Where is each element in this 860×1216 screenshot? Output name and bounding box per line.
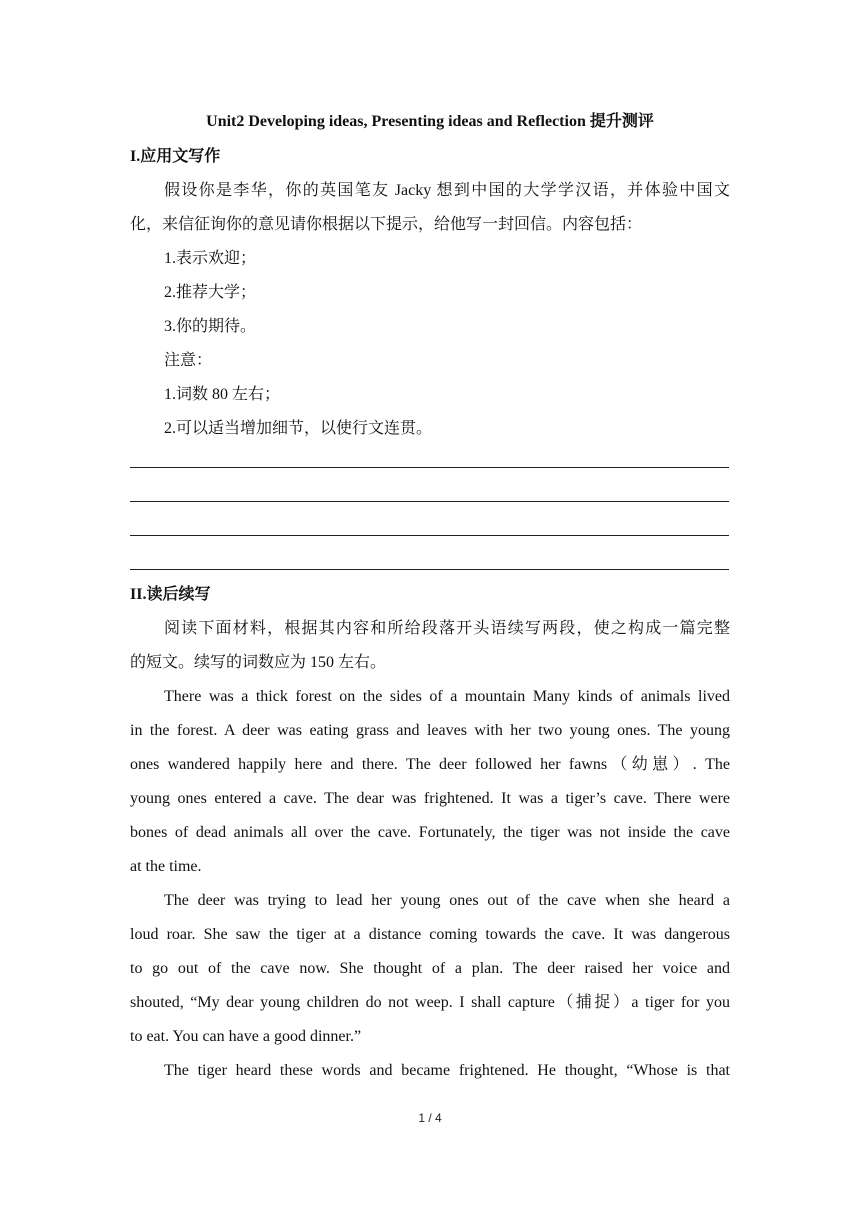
section-1-item-3: 3.你的期待。 xyxy=(164,318,257,335)
story-paragraph-2-line: shouted, “My dear young children do not weep. I shall capture（捕捉）a tiger for you xyxy=(130,994,730,1011)
section-2-heading: II.读后续写 xyxy=(130,586,211,603)
story-paragraph-1-line: There was a thick forest on the sides of a mountain Many kinds of animals lived xyxy=(164,688,730,705)
story-paragraph-3-line: The tiger heard these words and became frightened. He thought, “Whose is that xyxy=(164,1062,730,1079)
story-paragraph-2-line: to eat. You can have a good dinner.” xyxy=(130,1028,362,1045)
answer-line[interactable] xyxy=(130,569,729,570)
answer-line[interactable] xyxy=(130,501,729,502)
story-paragraph-1-line: in the forest. A deer was eating grass and leaves with her two young ones. The young xyxy=(130,722,730,739)
section-1-prompt-line-1: 假设你是李华，你的英国笔友 Jacky 想到中国的大学学汉语，并体验中国文 xyxy=(164,182,730,199)
story-paragraph-2-line: loud roar. She saw the tiger at a distance coming towards the cave. It was dangerous xyxy=(130,926,730,943)
section-2-instruction-line-1: 阅读下面材料，根据其内容和所给段落开头语续写两段，使之构成一篇完整 xyxy=(164,620,730,637)
page-number: 1 / 4 xyxy=(418,1111,442,1125)
answer-line[interactable] xyxy=(130,535,729,536)
story-paragraph-2-line: to go out of the cave now. She thought of a plan. The deer raised her voice and xyxy=(130,960,730,977)
story-paragraph-1-line: at the time. xyxy=(130,858,202,875)
story-paragraph-1-line: bones of dead animals all over the cave. Fortunately, the tiger was not inside the cave xyxy=(130,824,730,841)
section-1-item-2: 2.推荐大学； xyxy=(164,284,257,301)
section-2-instruction-line-2: 的短文。续写的词数应为 150 左右。 xyxy=(130,654,387,671)
section-1-item-1: 1.表示欢迎； xyxy=(164,250,257,267)
answer-line[interactable] xyxy=(130,467,729,468)
story-paragraph-1-line: ones wandered happily here and there. The deer followed her fawns（幼崽）. The xyxy=(130,756,730,773)
story-paragraph-1-line: young ones entered a cave. The dear was frightened. It was a tiger’s cave. There were xyxy=(130,790,730,807)
section-1-note-1: 1.词数 80 左右； xyxy=(164,386,281,403)
story-paragraph-2-line: The deer was trying to lead her young ones out of the cave when she heard a xyxy=(164,892,730,909)
section-1-heading: I.应用文写作 xyxy=(130,148,221,165)
document-title: Unit2 Developing ideas, Presenting ideas and Reflection 提升测评 xyxy=(206,113,654,130)
section-1-note-label: 注意： xyxy=(164,352,213,369)
section-1-note-2: 2.可以适当增加细节，以使行文连贯。 xyxy=(164,420,433,437)
section-1-prompt-line-2: 化，来信征询你的意见请你根据以下提示，给他写一封回信。内容包括： xyxy=(130,216,643,233)
